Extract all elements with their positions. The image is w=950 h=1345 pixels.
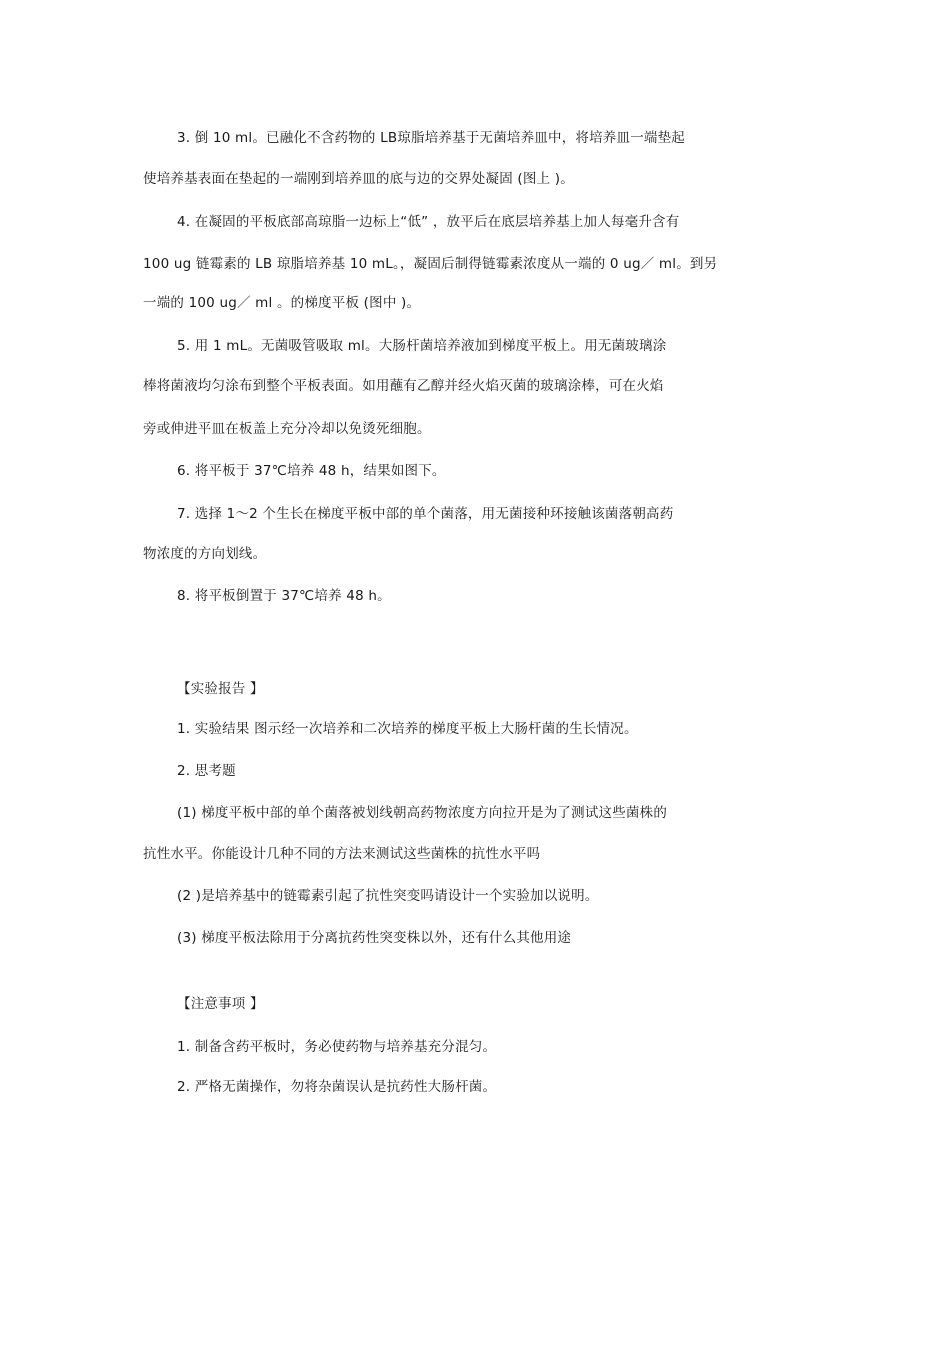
notes-line-2: 2. 严格无菌操作，勿将杂菌误认是抗药性大肠杆菌。	[177, 1079, 497, 1095]
report-question-3: (3) 梯度平板法除用于分离抗药性突变株以外，还有什么其他用途	[177, 930, 572, 946]
step-8: 8. 将平板倒置于 37℃培养 48 h。	[177, 588, 391, 604]
step-7-line-2: 物浓度的方向划线。	[143, 546, 267, 562]
step-3-line-1: 3. 倒 10 ml。已融化不含药物的 LB琼脂培养基于无菌培养皿中，将培养皿一端垫起	[177, 130, 686, 146]
step-4-line-1: 4. 在凝固的平板底部高琼脂一边标上“低” ，放平后在底层培养基上加人每毫升含有	[177, 214, 680, 230]
step-5-line-2: 棒将菌液均匀涂布到整个平板表面。如用蘸有乙醇并经火焰灭菌的玻璃涂棒，可在火焰	[143, 378, 664, 394]
notes-line-1: 1. 制备含药平板时，务必使药物与培养基充分混匀。	[177, 1039, 497, 1055]
notes-heading: 【注意事项 】	[177, 996, 264, 1012]
report-heading: 【实验报告 】	[177, 681, 264, 697]
step-4-line-3: 一端的 100 ug／ ml 。的梯度平板 (图中 )。	[143, 295, 421, 311]
report-question-2: (2 )是培养基中的链霉素引起了抗性突变吗请设计一个实验加以说明。	[177, 888, 599, 904]
report-question-1-line-1: (1) 梯度平板中部的单个菌落被划线朝高药物浓度方向拉开是为了测试这些菌株的	[177, 805, 668, 821]
report-line-2: 2. 思考题	[177, 763, 236, 779]
report-question-1-line-2: 抗性水平。你能设计几种不同的方法来测试这些菌株的抗性水平吗	[143, 846, 541, 862]
step-3-line-2: 使培养基表面在垫起的一端刚到培养皿的底与边的交界处凝固 (图上 )。	[143, 171, 574, 187]
step-7-line-1: 7. 选择 1～2 个生长在梯度平板中部的单个菌落，用无菌接种环接触该菌落朝高药	[177, 506, 674, 522]
report-line-1: 1. 实验结果 图示经一次培养和二次培养的梯度平板上大肠杆菌的生长情况。	[177, 721, 638, 737]
step-4-line-2: 100 ug 链霉素的 LB 琼脂培养基 10 mL。，凝固后制得链霉素浓度从一端的 0 ug／ ml。到另	[143, 256, 718, 272]
step-6: 6. 将平板于 37℃培养 48 h，结果如图下。	[177, 463, 446, 479]
step-5-line-3: 旁或伸进平皿在板盖上充分冷却以免烫死细胞。	[143, 421, 431, 437]
step-5-line-1: 5. 用 1 mL。无菌吸管吸取 ml。大肠杆菌培养液加到梯度平板上。用无菌玻璃涂	[177, 338, 667, 354]
